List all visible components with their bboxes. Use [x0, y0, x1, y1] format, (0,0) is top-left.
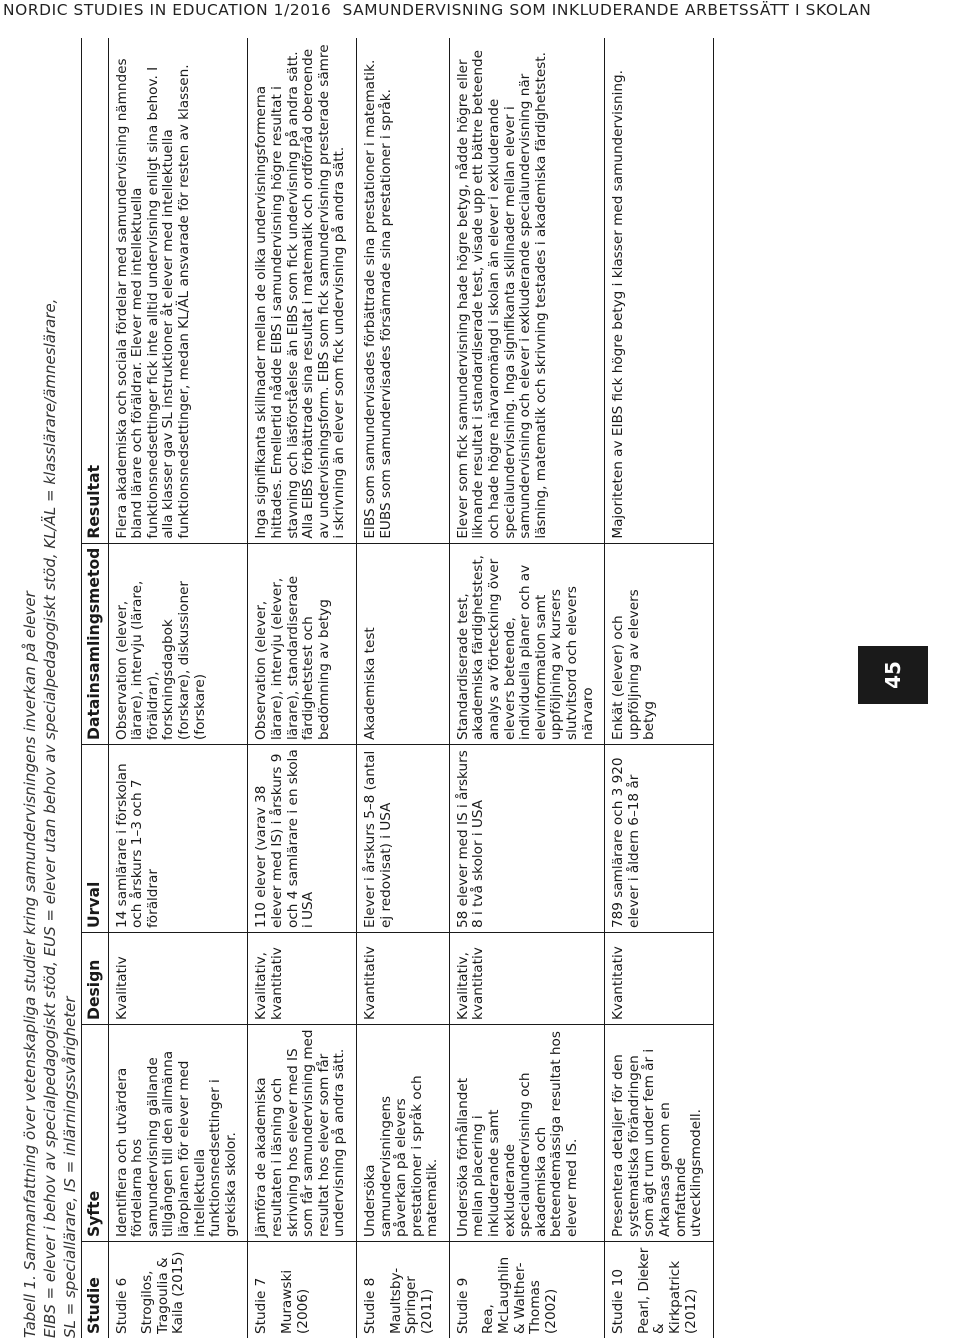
metod-cell: Standardiserade test, akademiska färdighetstest, analys av förteckning över elevers beteende, individuella planer och av elevinformation samt uppföljning av kursers slutvitsord och elevers närvaro	[449, 543, 604, 744]
resultat-cell: Majoriteten av EIBS fick högre betyg i klasser med samundervisning.	[605, 38, 714, 543]
study-authors: Strogilos, Tragoulia & Kaila (2015)	[139, 1251, 187, 1334]
studies-table	[81, 38, 714, 1338]
urval-cell: Elever i årskurs 5–8 (antal ej redovisat) i USA	[356, 745, 449, 933]
header-studie: Studie	[82, 1242, 109, 1339]
header-datainsamlingsmetod: Datainsamlingsmetod	[82, 543, 109, 744]
metod-cell: Akademiska test	[356, 543, 449, 744]
study-cell	[108, 1242, 248, 1339]
syfte-cell: Identifiera och utvärdera fördelarna hos samundervisning gällande tillgången till den allmänna läroplanen för elever med intellektuella funktionsnedsettinger i grekiska skolor.	[108, 1025, 248, 1242]
resultat-cell: Inga signifikanta skillnader mellan de olika undervisningsformerna hittades. Emellertid nådde EIBS i samundervisning högre resultat i stavning och läsförståelse än EIBS som fick undervisning på andra sätt. Alla EIBS förbättrade sina resultat i matematik och ordförråd oberoende av undervisningsform. EIBS som fick samundervisning presterade sämre i skrivning än elever som fick undervisning på andra sätt.	[248, 38, 357, 543]
table-row	[449, 38, 604, 1338]
design-cell: Kvalitativ	[108, 933, 248, 1025]
table-row	[356, 38, 449, 1338]
table-row	[605, 38, 714, 1338]
study-cell	[248, 1242, 357, 1339]
urval-cell: 789 samlärare och 3 920 elever i åldern 6–18 år	[605, 745, 714, 933]
syfte-cell: Undersöka samundervisningens påverkan på elevers prestationer i språk och matematik.	[356, 1025, 449, 1242]
design-cell: Kvalitativ, kvantitativ	[449, 933, 604, 1025]
caption-abbreviations-cont: SL = speciallärare, IS = inlärningssvårigheter	[61, 996, 79, 1338]
resultat-cell: Elever som fick samundervisning hade högre betyg, nådde högre eller liknande resultat i standardiserade test, visade upp ett bättre beteende och hade högre närvaromängd i skolan än elever i exkluderande specialundervisning. Inga signifikanta skillnader mellan elever i samundervisning och elever i exkluderande specialundervisning när läsning, matematik och skrivning testades i akademiska färdighetstest.	[449, 38, 604, 543]
study-authors: Pearl, Dieker & Kirkpatrick (2012)	[635, 1247, 699, 1334]
resultat-cell: Flera akademiska och sociala fördelar med samundervisning nämndes bland lärare och föräldrar. Elever med intellektuella funktionsnedsettinger fick inte alltid undervisning enligt sina behov. I alla klasser gav SL instruktioner åt elever med intellektuella funktionsnedsettinger, medan KL/ÄL ansvarade för resten av klassen.	[108, 38, 248, 543]
study-cell	[605, 1242, 714, 1339]
study-id: Studie 6	[113, 1277, 130, 1334]
metod-cell: Observation (elever, lärare), intervju (lärare, föräldrar), forskningsdagbok (forskare), diskussioner (forskare)	[108, 543, 248, 744]
caption-title: Tabell 1. Sammanfattning över vetenskapliga studier kring samundervisningens inverkan på elever	[21, 591, 39, 1338]
page-number: 45	[881, 661, 905, 689]
study-id: Studie 8	[361, 1277, 378, 1334]
table-caption	[20, 28, 80, 1338]
study-authors: Maultsby-Springer (2011)	[387, 1267, 435, 1334]
study-id: Studie 10	[610, 1269, 627, 1334]
syfte-cell: Undersöka förhållandet mellan placering i inkluderande samt exkluderande specialundervisning och akademiska och beteendemässiga resultat hos elever med IS.	[449, 1025, 604, 1242]
design-cell: Kvantitativ	[605, 933, 714, 1025]
journal-name: NORDIC STUDIES IN EDUCATION 1/2016	[3, 1, 332, 19]
header-syfte: Syfte	[82, 1025, 109, 1242]
metod-cell: Enkät (elever) och uppföljning av elevers betyg	[605, 543, 714, 744]
study-cell	[356, 1242, 449, 1339]
study-id: Studie 7	[253, 1277, 270, 1334]
design-cell: Kvantitativ	[356, 933, 449, 1025]
header-urval: Urval	[82, 745, 109, 933]
rotated-table-page	[20, 28, 865, 1338]
urval-cell: 58 elever med IS i årskurs 8 i två skolor i USA	[449, 745, 604, 933]
study-cell	[449, 1242, 604, 1339]
caption-abbreviations: EIBS = elever i behov av specialpedagogiskt stöd, EUS = elever utan behov av specialpedagogiskt stöd, KL/ÄL = klasslärare/ämneslärare,	[41, 298, 59, 1338]
table-header-row	[82, 38, 109, 1338]
header-resultat: Resultat	[82, 38, 109, 543]
urval-cell: 14 samlärare i förskolan och årskurs 1–3 och 7 föräldrar	[108, 745, 248, 933]
study-authors: Murawski (2006)	[278, 1269, 311, 1334]
urval-cell: 110 elever (varav 38 elever med IS) i årskurs 9 och 4 samlärare i en skola i USA	[248, 745, 357, 933]
study-authors: Rea, McLaughlin & Walther-Thomas (2002)	[480, 1256, 559, 1334]
resultat-cell: EIBS som samundervisades förbättrade sina prestationer i matematik. EUBS som samundervisades försämrade sina prestationer i språk.	[356, 38, 449, 543]
article-title: SAMUNDERVISNING SOM INKLUDERANDE ARBETSSÄTT I SKOLAN	[342, 1, 872, 19]
table-row	[108, 38, 248, 1338]
syfte-cell: Presentera detaljer för den systematiska förändringen som ägt rum under fem år i Arkansas genom en omfattande utvecklingsmodell.	[605, 1025, 714, 1242]
page-number-tab	[858, 646, 928, 704]
running-header-text	[3, 0, 871, 20]
study-id: Studie 9	[454, 1277, 471, 1334]
running-header	[0, 0, 960, 20]
header-design: Design	[82, 933, 109, 1025]
design-cell: Kvalitativ, kvantitativ	[248, 933, 357, 1025]
metod-cell: Observation (elever, lärare), intervju (elever, lärare), standardiserade färdighetstest och bedömning av betyg	[248, 543, 357, 744]
table-row	[248, 38, 357, 1338]
syfte-cell: Jämföra de akademiska resultaten i läsning och skrivning hos elever med IS som får samundervisning med resultat hos elever som får undervisning på andra sätt.	[248, 1025, 357, 1242]
